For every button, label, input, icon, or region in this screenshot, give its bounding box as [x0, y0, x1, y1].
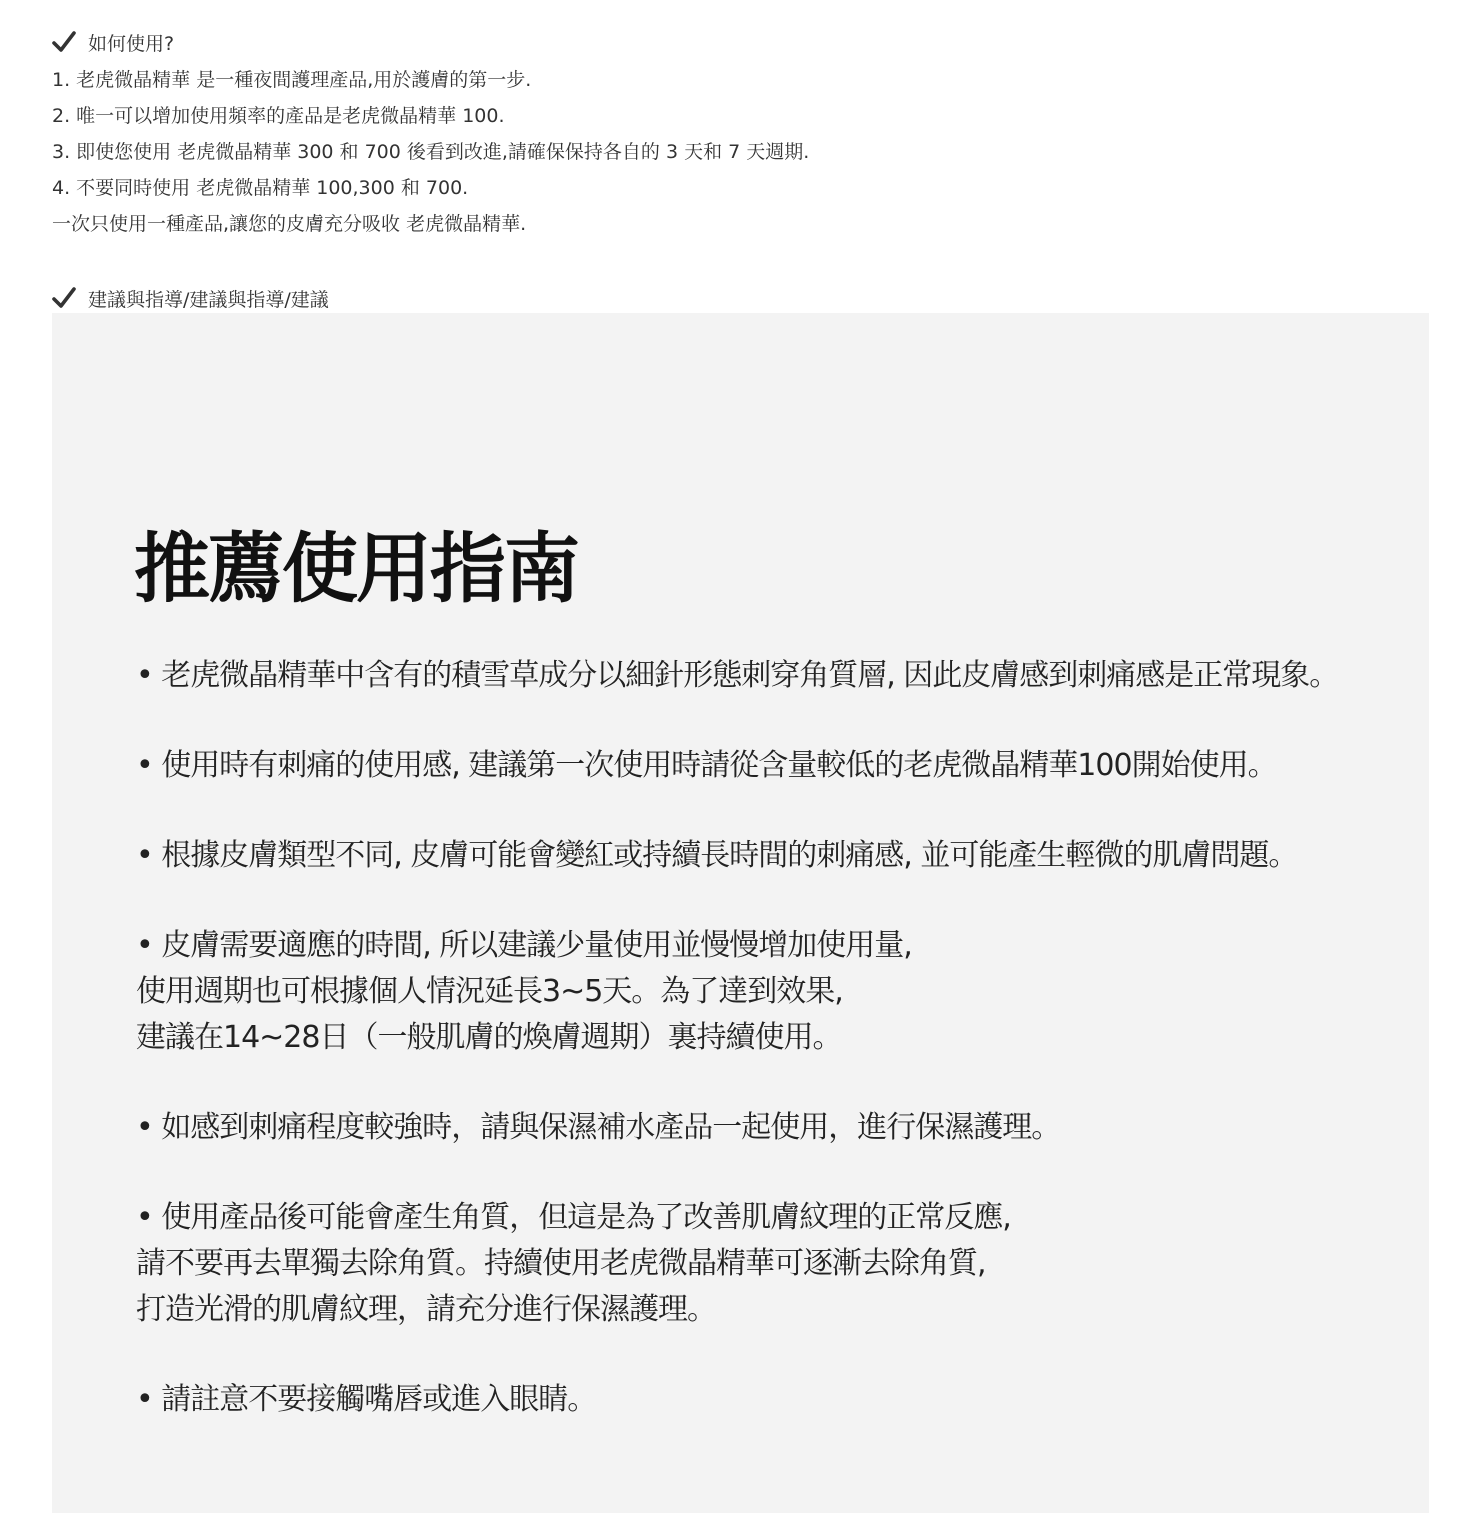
guide-note-line: 請不要再去單獨去除角質。持續使用老虎微晶精華可逐漸去除角質, [136, 1246, 986, 1281]
guide-note [136, 743, 1396, 789]
usage-guide-panel [52, 313, 1429, 1513]
guide-note [136, 833, 1396, 879]
guide-note-line: • 皮膚需要適應的時間, 所以建議少量使用並慢慢增加使用量, [136, 928, 912, 963]
guide-note [136, 1105, 1396, 1151]
guide-note-line: 建議在14~28日（一般肌膚的煥膚週期）裏持續使用。 [136, 1020, 842, 1055]
how-to-use-heading-text: 如何使用? [88, 32, 175, 55]
guide-notes [136, 653, 1396, 1423]
guide-note-line: • 根據皮膚類型不同, 皮膚可能會變紅或持續長時間的刺痛感, 並可能產生輕微的肌膚問題。 [136, 838, 1298, 873]
guide-note [136, 1195, 1396, 1333]
product-usage-page [52, 26, 1429, 1417]
usage-item: 2. 唯一可以增加使用頻率的產品是老虎微晶精華 100. [52, 105, 505, 127]
checkmark-icon [52, 286, 76, 310]
guide-note-line: • 請註意不要接觸嘴唇或進入眼睛。 [136, 1382, 597, 1417]
usage-item: 1. 老虎微晶精華 是一種夜間護理產品,用於護膚的第一步. [52, 69, 532, 91]
how-to-use-heading [52, 26, 1429, 58]
guide-note-line: • 如感到刺痛程度較強時，請與保濕補水產品一起使用，進行保濕護理。 [136, 1110, 1061, 1145]
guide-note-line: 使用週期也可根據個人情況延長3~5天。為了達到效果, [136, 974, 843, 1009]
usage-item: 4. 不要同時使用 老虎微晶精華 100,300 和 700. [52, 177, 469, 199]
usage-instructions-list [52, 62, 1429, 242]
usage-item: 一次只使用一種產品,讓您的皮膚充分吸收 老虎微晶精華. [52, 213, 527, 235]
guide-note [136, 923, 1396, 1061]
advice-heading [52, 282, 1429, 314]
guide-note-line: • 使用時有刺痛的使用感, 建議第一次使用時請從含量較低的老虎微晶精華100開始使用。 [136, 748, 1277, 783]
usage-item: 3. 即使您使用 老虎微晶精華 300 和 700 後看到改進,請確保保持各自的 3 天和 7 天週期. [52, 141, 810, 163]
guide-note [136, 1377, 1396, 1423]
checkmark-icon [52, 30, 76, 54]
guide-note-line: 打造光滑的肌膚紋理，請充分進行保濕護理。 [136, 1292, 716, 1327]
guide-note-line: • 使用產品後可能會產生角質，但這是為了改善肌膚紋理的正常反應, [136, 1200, 1011, 1235]
guide-title: 推薦使用指南 [134, 524, 578, 613]
guide-note [136, 653, 1396, 699]
guide-note-line: • 老虎微晶精華中含有的積雪草成分以細針形態刺穿角質層, 因此皮膚感到刺痛感是正常現象。 [136, 658, 1339, 693]
advice-heading-text: 建議與指導/建議與指導/建議 [88, 288, 329, 311]
